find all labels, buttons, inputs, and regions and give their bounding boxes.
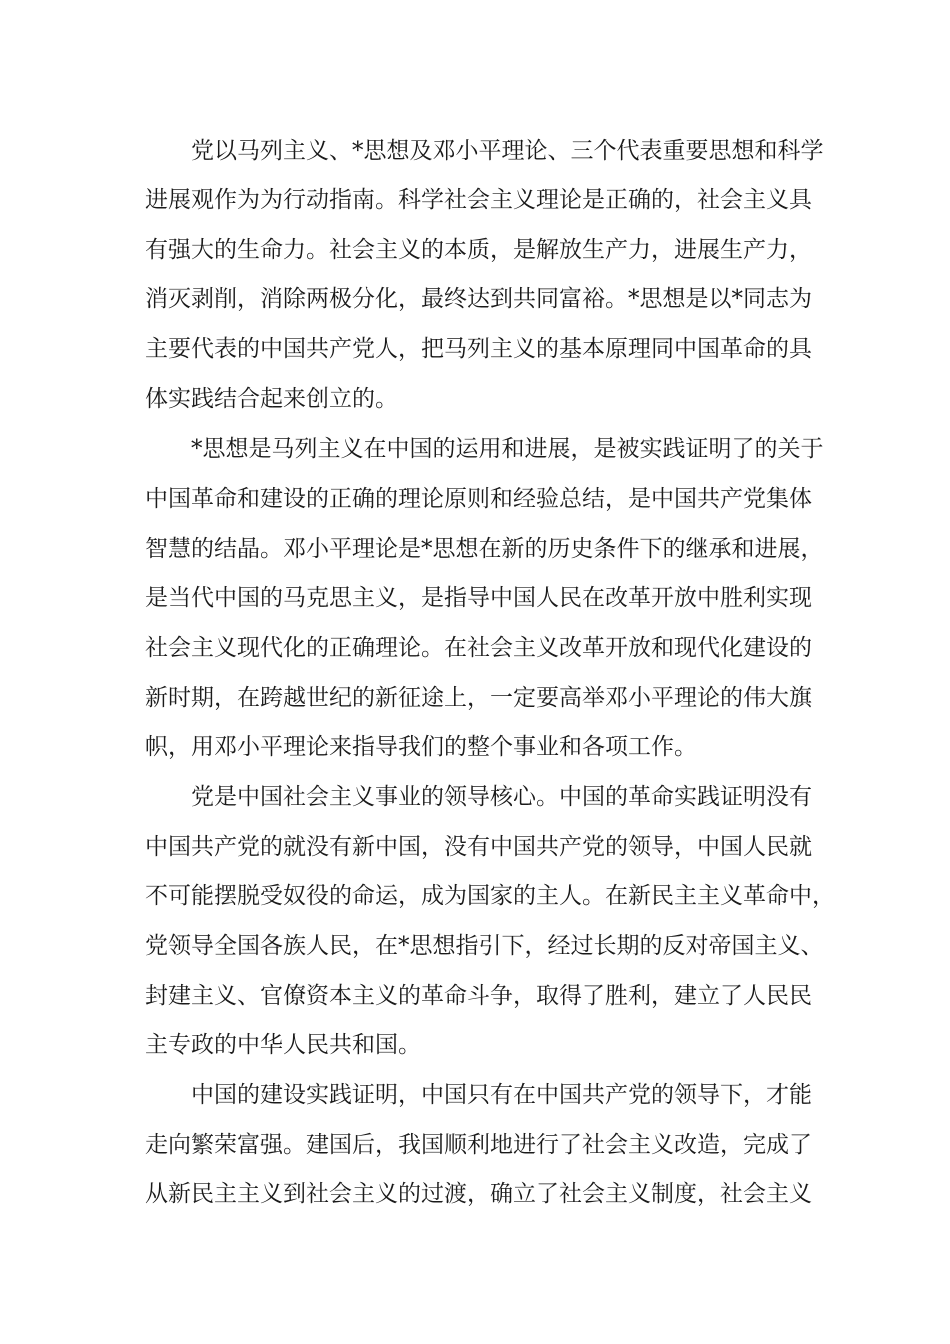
text-line: 封建主义、官僚资本主义的革命斗争，取得了胜利，建立了人民民 <box>145 983 812 1009</box>
text-line: 消灭剥削，消除两极分化，最终达到共同富裕。*思想是以*同志为 <box>145 286 812 312</box>
text-line: 中国共产党的就没有新中国，没有中国共产党的领导，中国人民就 <box>145 834 812 860</box>
text-line: 体实践结合起来创立的。 <box>145 386 398 412</box>
text-line: 新时期，在跨越世纪的新征途上，一定要高举邓小平理论的伟大旗 <box>145 685 812 711</box>
text-line: 有强大的生命力。社会主义的本质，是解放生产力，进展生产力， <box>145 237 812 263</box>
text-line: 中国革命和建设的正确的理论原则和经验总结，是中国共产党集体 <box>145 486 812 512</box>
text-line: 进展观作为为行动指南。科学社会主义理论是正确的，社会主义具 <box>145 187 812 213</box>
text-line: 党是中国社会主义事业的领导核心。中国的革命实践证明没有 <box>191 784 812 810</box>
text-line: 中国的建设实践证明，中国只有在中国共产党的领导下，才能 <box>191 1082 812 1108</box>
text-line: 从新民主主义到社会主义的过渡，确立了社会主义制度，社会主义 <box>145 1181 812 1207</box>
text-line: 社会主义现代化的正确理论。在社会主义改革开放和现代化建设的 <box>145 635 812 661</box>
text-line: 智慧的结晶。邓小平理论是*思想在新的历史条件下的继承和进展， <box>145 536 824 562</box>
text-line: 党以马列主义、*思想及邓小平理论、三个代表重要思想和科学 <box>191 138 824 164</box>
text-line: 主专政的中华人民共和国。 <box>145 1032 421 1058</box>
text-line: 帜，用邓小平理论来指导我们的整个事业和各项工作。 <box>145 734 697 760</box>
text-line: 党领导全国各族人民，在*思想指引下，经过长期的反对帝国主义、 <box>145 933 824 959</box>
text-line: 走向繁荣富强。建国后，我国顺利地进行了社会主义改造，完成了 <box>145 1132 812 1158</box>
text-line: 不可能摆脱受奴役的命运，成为国家的主人。在新民主主义革命中， <box>145 883 835 909</box>
text-line: 是当代中国的马克思主义，是指导中国人民在改革开放中胜利实现 <box>145 585 812 611</box>
text-line: *思想是马列主义在中国的运用和进展，是被实践证明了的关于 <box>191 436 824 462</box>
text-line: 主要代表的中国共产党人，把马列主义的基本原理同中国革命的具 <box>145 336 812 362</box>
